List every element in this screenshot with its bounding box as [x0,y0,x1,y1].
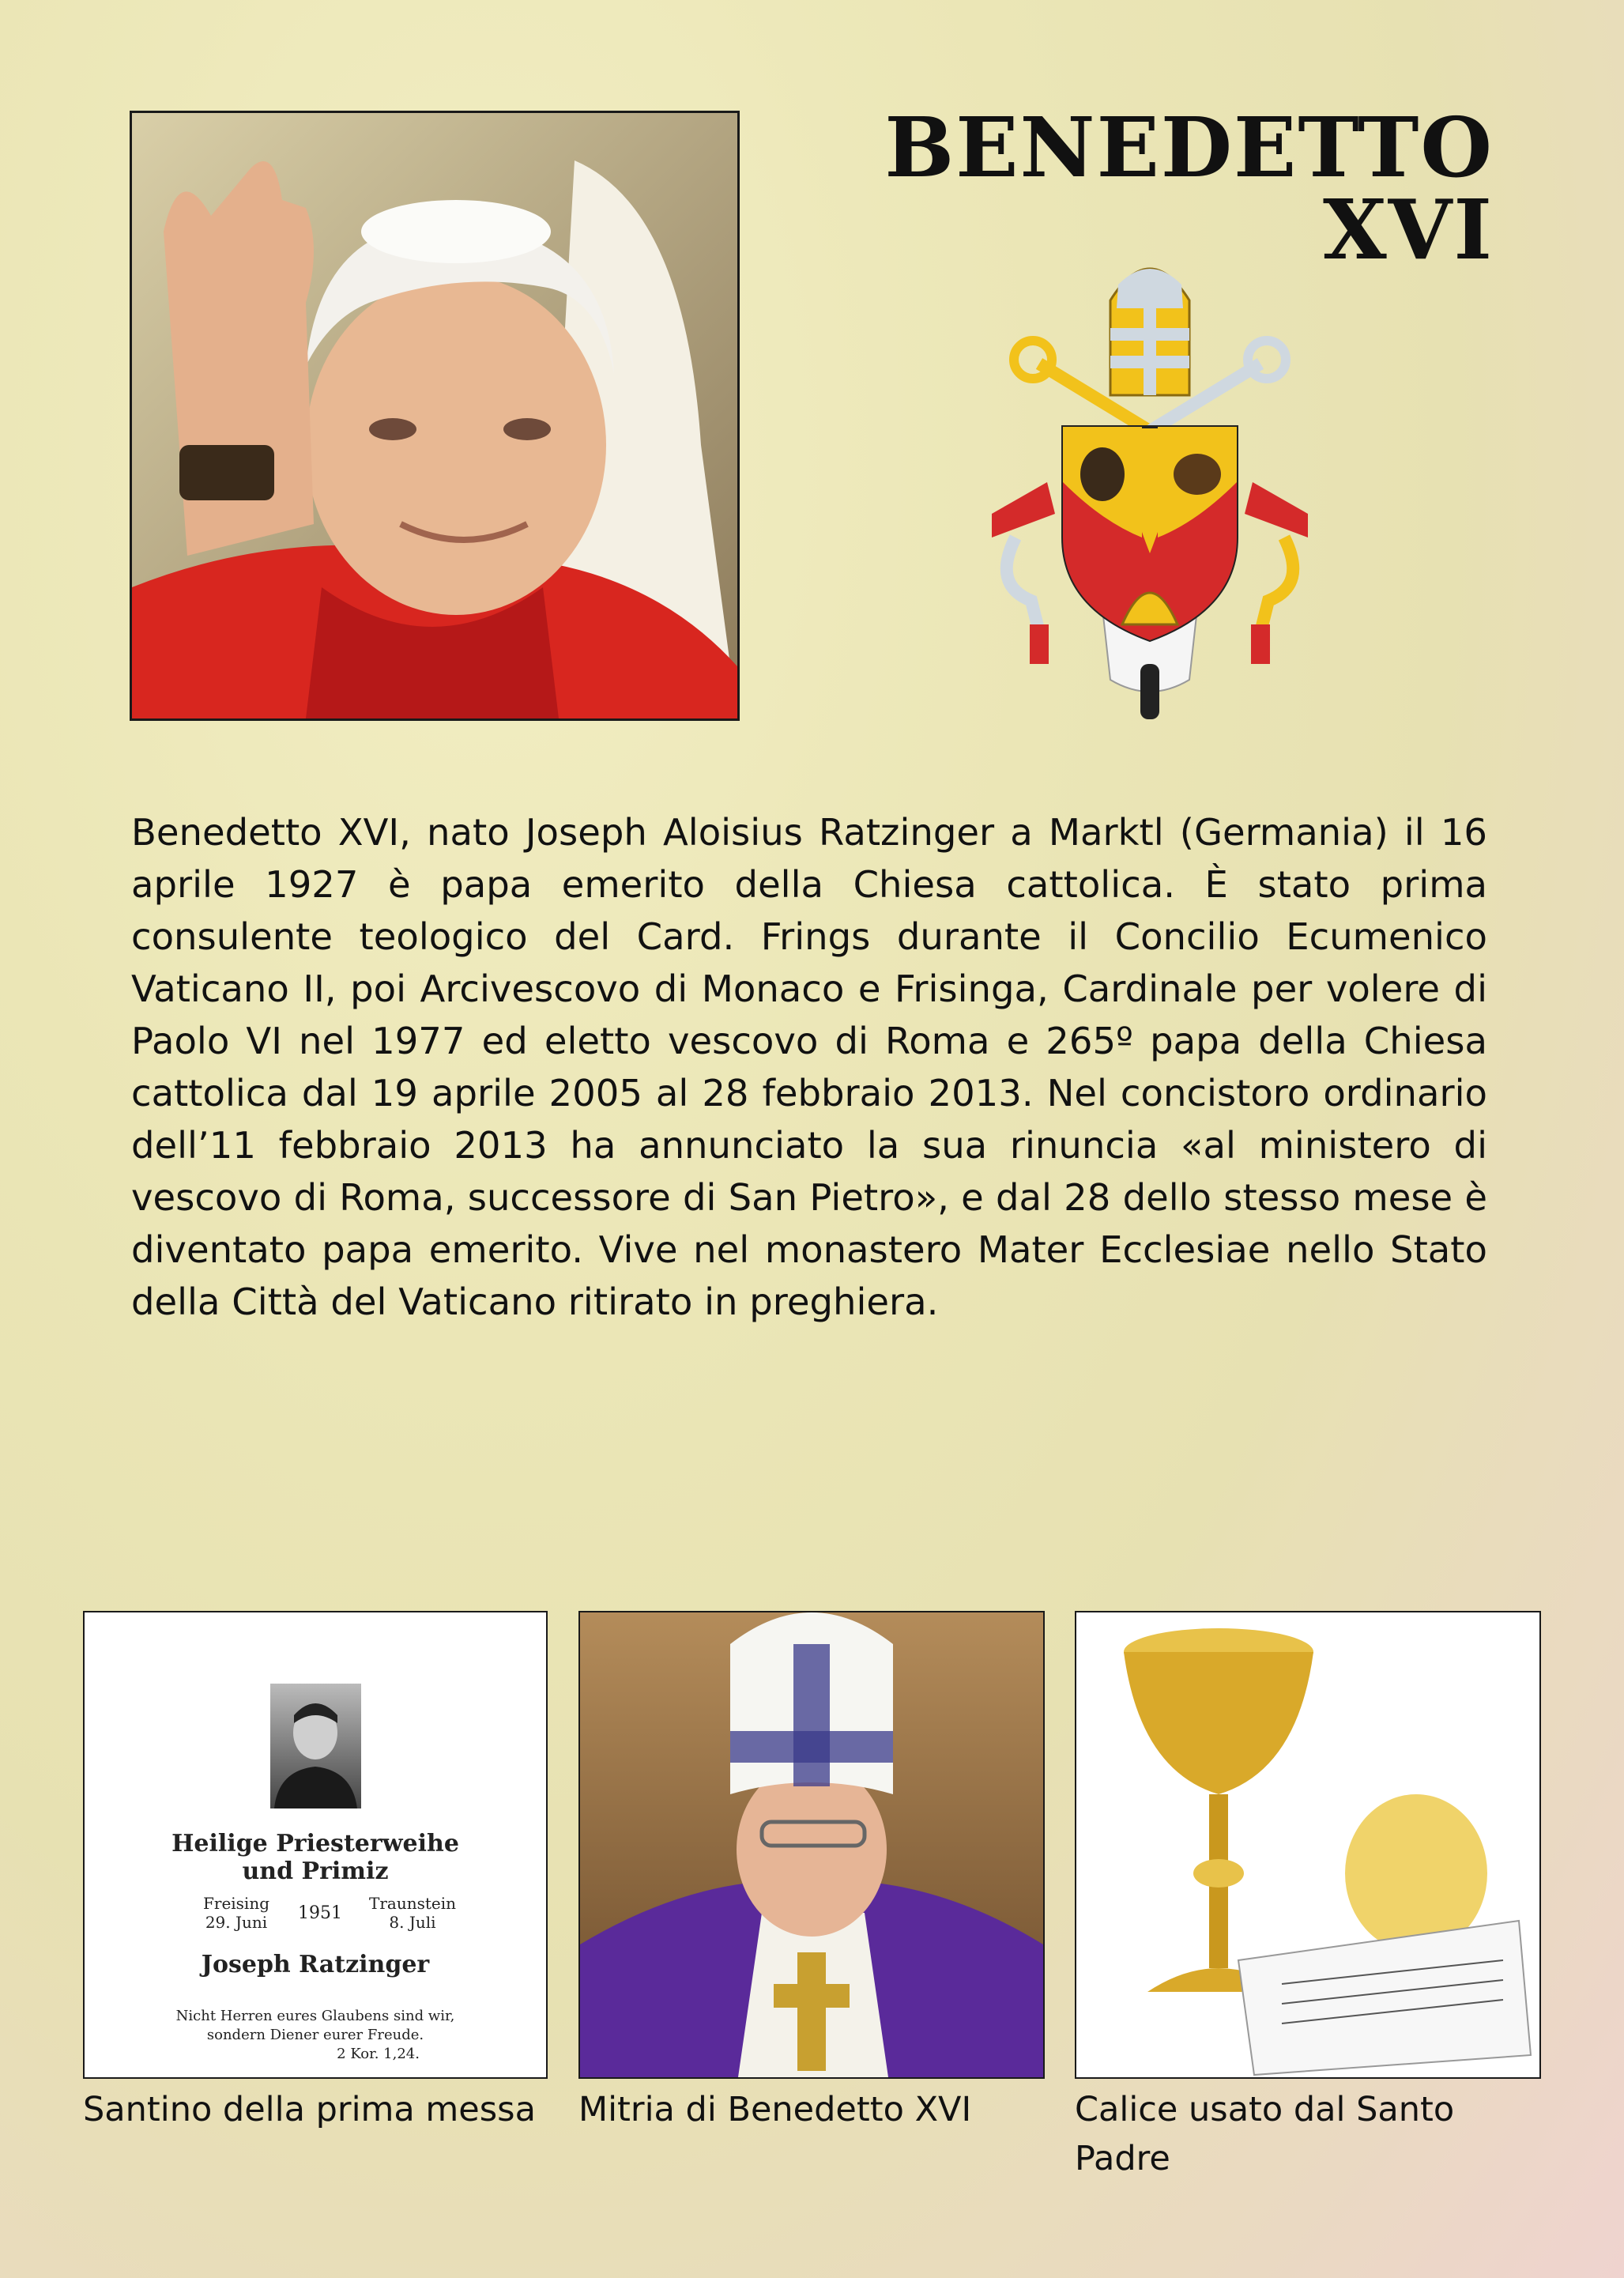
portrait-photo [130,111,740,721]
calice-photo [1075,1611,1541,2079]
page-title: BENEDETTO XVI [884,99,1494,278]
mitria-photo [578,1611,1045,2079]
santino-verse1: Nicht Herren eures Glaubens sind wir, [175,2008,455,2024]
pope-waving-illustration [132,113,737,718]
chalice-illustration [1076,1612,1539,2077]
caption-santino: Santino della prima messa [83,2090,536,2129]
santino-line2: und Primiz [242,1857,389,1885]
moor-head-icon [1080,447,1125,501]
pope-mitre-illustration [580,1612,1043,2077]
santino-left-place: Freising [203,1894,270,1913]
santino-left-date: 29. Juni [205,1913,268,1932]
santino-year: 1951 [298,1903,342,1923]
bear-icon [1174,454,1221,495]
santino-card-image [83,1611,548,2079]
santino-line1: Heilige Priesterweihe [171,1830,459,1857]
santino-verse2: sondern Diener eurer Freude. [206,2027,424,2043]
santino-right-date: 8. Juli [389,1913,436,1932]
young-priest-photo [270,1684,361,1808]
santino-verse-ref: 2 Kor. 1,24. [337,2046,420,2062]
santino-name: Joseph Ratzinger [201,1951,430,1978]
coat-of-arms [984,253,1316,727]
biography-text: Benedetto XVI, nato Joseph Aloisius Ratzinger a Marktl (Germania) il 16 aprile 1927 è papa emerito della Chiesa cattolica. È stato prima consulente teologico del Card. Frings durante il Concilio Ecumenico Vaticano II, poi Arcivescovo di Monaco e Frisinga, Cardinale per volere di Paolo VI nel 1977 ed eletto vescovo di Roma e 265º papa della Chiesa cattolica dal 19 aprile 2005 al 28 febbraio 2013. Nel concistoro ordinario dell’11 febbraio 2013 ha annunciato la sua rinuncia «al ministero di vescovo di Roma, successore di San Pietro», e dal 28 dello stesso mese è diventato papa emerito. Vive nel monastero Mater Ecclesiae nello Stato della Città del Vaticano ritirato in preghiera. [131,811,1487,1323]
caption-mitria: Mitria di Benedetto XVI [578,2090,972,2129]
shield-icon [1063,427,1237,640]
santino-right-place: Traunstein [369,1894,456,1913]
caption-calice: Calice usato dal Santo Padre [1075,2090,1455,2178]
mitre-icon [1110,269,1189,395]
